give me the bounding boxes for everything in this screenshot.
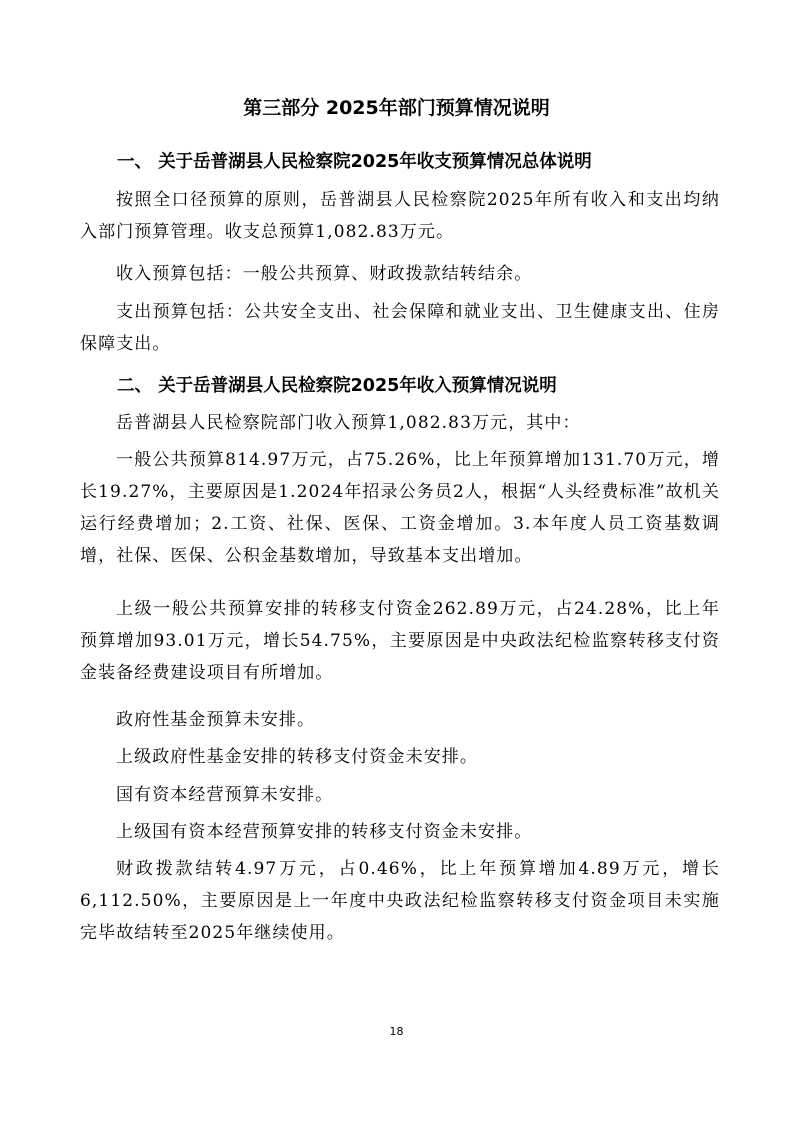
paragraph: 政府性基金预算未安排。: [116, 710, 316, 730]
paragraph: 国有资本经营预算未安排。: [116, 785, 334, 805]
paragraph: 岳普湖县人民检察院部门收入预算1,082.83万元，其中：: [116, 413, 581, 433]
section-heading-2: 二、 关于岳普湖县人民检察院2025年收入预算情况说明: [117, 376, 557, 396]
paragraph: 支出预算包括：公共安全支出、社会保障和就业支出、卫生健康支出、住房保障支出。: [80, 302, 720, 354]
paragraph: 一般公共预算814.97万元，占75.26%，比上年预算增加131.70万元，增长19.27%，主要原因是1.2024年招录公务员2人，根据“人头经费标准”故机关运行经费增加；2.工资、社保、医保、工资金增加。3.本年度人员工资基数调增，社保、医保、公积金基数增加，导致基本支出增加。: [80, 450, 720, 566]
paragraph: 财政拨款结转4.97万元，占0.46%，比上年预算增加4.89万元，增长6,112.50%，主要原因是上一年度中央政法纪检监察转移支付资金项目未实施完毕故结转至2025年继续使用。: [80, 859, 720, 943]
paragraph: 上级国有资本经营预算安排的转移支付资金未安排。: [116, 822, 533, 842]
paragraph: 收入预算包括：一般公共预算、财政拨款结转结余。: [116, 264, 533, 284]
paragraph: 上级政府性基金安排的转移支付资金未安排。: [116, 747, 478, 767]
section-heading-1: 一、 关于岳普湖县人民检察院2025年收支预算情况总体说明: [117, 152, 592, 172]
paragraph: 上级一般公共预算安排的转移支付资金262.89万元，占24.28%，比上年预算增加93.01万元，增长54.75%，主要原因是中央政法纪检监察转移支付资金装备经费建设项目有所增加。: [80, 599, 720, 683]
paragraph: 按照全口径预算的原则，岳普湖县人民检察院2025年所有收入和支出均纳入部门预算管理。收支总预算1,082.83万元。: [80, 190, 720, 242]
page-title: 第三部分 2025年部门预算情况说明: [243, 97, 550, 119]
page-number: 18: [389, 1025, 404, 1038]
